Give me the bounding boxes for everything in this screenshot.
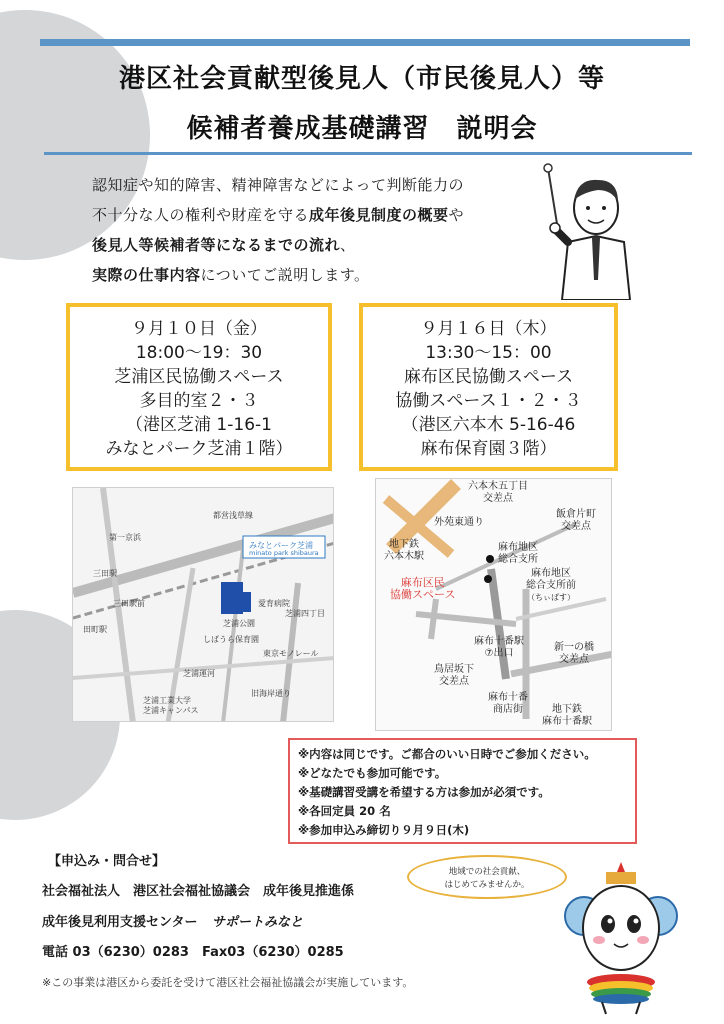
map1-label: 芝浦運河 — [183, 669, 215, 678]
map2-label: 鳥居坂下 交差点 — [434, 664, 474, 687]
notes-box — [288, 738, 637, 844]
session-room: 協働スペース１・２・３ — [395, 391, 582, 411]
session-venue: 麻布区民協働スペース — [403, 367, 574, 387]
intro-line-2: 不十分な人の権利や財産を守る成年後見制度の概要や — [92, 206, 465, 224]
session-date: ９月１０日（金） — [131, 319, 267, 339]
speech-bubble-line: はじめてみませんか。 — [444, 880, 530, 890]
map1-label: 都営浅草線 — [213, 511, 253, 520]
intro-line-4: 実際の仕事内容についてご説明します。 — [92, 266, 370, 284]
mascot-illustration — [562, 858, 680, 1018]
map1-label: 芝浦公園 — [223, 619, 255, 628]
note-item: ※基礎講習受講を希望する方は参加が必須です。 — [298, 785, 550, 799]
map1-label: 愛育病院 — [258, 599, 290, 608]
map2-label: 新一の橋 交差点 — [554, 642, 594, 665]
note-item: ※内容は同じです。ご都合のいい日時でご参加ください。 — [298, 747, 596, 761]
speech-bubble-line: 地域での社会貢献、 — [448, 867, 526, 877]
map2-label: 麻布十番 商店街 — [488, 692, 528, 715]
intro-line-3: 後見人等候補者等になるまでの流れ、 — [92, 236, 356, 254]
map2-label: 麻布地区 総合支所 — [498, 542, 538, 565]
map1-label: 第一京浜 — [109, 533, 141, 542]
map-azabu — [375, 478, 612, 731]
map1-label: minato park shibaura — [249, 549, 319, 557]
map1-label: しばうら保育園 — [203, 635, 259, 644]
page-title-line1: 港区社会貢献型後見人（市民後見人）等 — [118, 64, 605, 94]
note-item: ※各回定員 20 名 — [298, 804, 391, 818]
map1-label: みなとパーク芝浦 — [249, 541, 313, 550]
map2-label: 麻布十番駅 ⑦出口 — [474, 636, 524, 659]
contact-center-label: 成年後見利用支援センター — [42, 915, 198, 930]
map1-label: 田町駅 — [83, 625, 107, 634]
intro-text — [92, 170, 552, 290]
map1-label: 三田駅前 — [113, 599, 145, 608]
footnote: ※この事業は港区から委託を受けて港区社会福祉協議会が実施しています。 — [42, 976, 414, 989]
session-card-2 — [359, 303, 618, 471]
session-card-1 — [66, 303, 332, 471]
map1-label: 芝浦工業大学 — [143, 696, 191, 705]
map2-label: 地下鉄 麻布十番駅 — [542, 704, 592, 727]
header-rule-bottom — [44, 152, 692, 155]
map1-label: 旧海岸通り — [251, 689, 291, 698]
map2-label: 地下鉄 六本木駅 — [384, 539, 424, 562]
contact-heading: 【申込み・問合せ】 — [48, 854, 166, 869]
map2-label: 外苑東通り — [434, 517, 484, 528]
map2-venue-label: 麻布区民 協働スペース — [390, 576, 456, 601]
session-date: ９月１６日（木） — [420, 319, 557, 339]
contact-phone: 電話 03（6230）0283 Fax03（6230）0285 — [42, 945, 344, 960]
map1-label: 東京モノレール — [263, 649, 319, 658]
session-room: 多目的室２・３ — [139, 391, 259, 411]
contact-center-name: サポートみなと — [212, 915, 304, 930]
map2-label: 飯倉片町 交差点 — [556, 509, 596, 532]
presenter-illustration — [528, 160, 638, 300]
map2-label: 麻布地区 総合支所前 （ちぃばす） — [526, 568, 576, 602]
header-rule-top — [40, 39, 690, 46]
map1-label: 三田駅 — [93, 569, 117, 578]
page-title-line2: 候補者養成基礎講習 説明会 — [186, 114, 538, 144]
contact-center — [42, 911, 303, 930]
map1-label: 芝浦キャンパス — [143, 706, 199, 715]
speech-bubble — [407, 855, 567, 899]
session-address: （港区六本木 5-16-46 — [401, 415, 576, 435]
contact-org: 社会福祉法人 港区社会福祉協議会 成年後見推進係 — [42, 884, 355, 899]
session-venue: 芝浦区民協働スペース — [114, 367, 284, 387]
session-time: 18:00～19：30 — [135, 343, 263, 363]
session-building: 麻布保育園３階） — [420, 439, 557, 459]
intro-line-1: 認知症や知的障害、精神障害などによって判断能力の — [92, 176, 465, 194]
map1-label: 芝浦四丁目 — [285, 609, 325, 618]
session-building: みなとパーク芝浦１階） — [105, 439, 293, 459]
note-item: ※参加申込み締切り９月９日(木) — [298, 823, 470, 837]
session-time: 13:30～15：00 — [425, 343, 552, 363]
map-shibaura — [72, 487, 334, 722]
note-item: ※どなたでも参加可能です。 — [298, 766, 447, 780]
map2-label: 六本木五丁目 交差点 — [468, 481, 528, 504]
session-address: （港区芝浦 1-16-1 — [126, 415, 272, 435]
